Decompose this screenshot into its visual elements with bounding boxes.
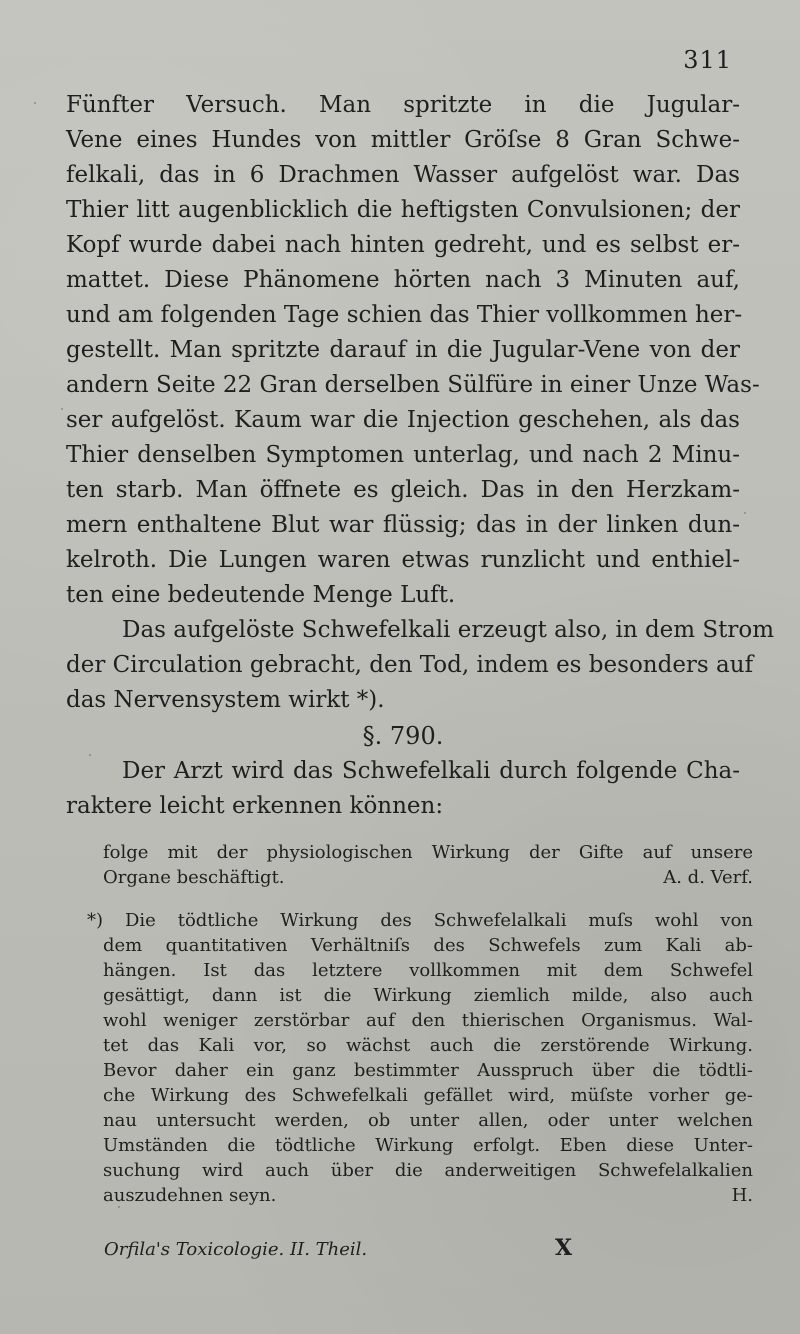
section-number: §. 790.: [362, 722, 444, 750]
main-line-2: Vene eines Hundes von mittler Gröſse 8 Gran Schwe-: [66, 127, 740, 153]
main-line-10: ser aufgelöst. Kaum war die Injection geschehen, als das: [66, 407, 740, 433]
main-line-6: mattet. Diese Phänomene hörten nach 3 Minuten auf,: [66, 267, 740, 293]
main-line-17: der Circulation gebracht, den Tod, indem es besonders auf: [66, 652, 754, 678]
footnote-b-line-10: Umständen die tödtliche Wirkung erfolgt. Eben diese Unter-: [103, 1135, 753, 1156]
main-line-18: das Nervensystem wirkt *).: [66, 687, 385, 713]
footnote-b-line-6: tet das Kali vor, so wächst auch die zerstörende Wirkung.: [103, 1035, 753, 1056]
footnote-b-line-11: suchung wird auch über die anderweitigen Schwefelalkalien: [103, 1160, 753, 1181]
main-line-7: und am folgenden Tage schien das Thier vollkommen her-: [66, 302, 743, 328]
footnote-b-line-7: Bevor daher ein ganz bestimmter Ausspruch über die tödtli-: [103, 1060, 753, 1081]
paper-speck: [61, 408, 63, 410]
main-line-14: kelroth. Die Lungen waren etwas runzlicht und enthiel-: [66, 547, 740, 573]
main-text: [66, 88, 775, 824]
paper-speck: [744, 512, 746, 514]
main-line-9: andern Seite 22 Gran derselben Sülfüre in einer Unze Was-: [66, 372, 760, 398]
footnote-b-line-2: dem quantitativen Verhältniſs des Schwefels zum Kali ab-: [103, 935, 753, 956]
main-line-12: ten starb. Man öffnete es gleich. Das in den Herzkam-: [66, 477, 740, 503]
footnote-b-last-text: auszudehnen seyn.: [103, 1185, 277, 1206]
footnote-a-line-2: [103, 865, 753, 890]
footnote-b-line-5: wohl weniger zerstörbar auf den thierischen Organismus. Wal-: [103, 1010, 753, 1031]
main-line-15: ten eine bedeutende Menge Luft.: [66, 582, 456, 608]
footnote-a-left: Organe beschäftigt.: [103, 867, 285, 888]
main-line-4: Thier litt augenblicklich die heftigsten Convulsionen; der: [66, 197, 740, 223]
page-number: 311: [683, 46, 732, 74]
main-line-3: felkali, das in 6 Drachmen Wasser aufgelöst war. Das: [66, 162, 740, 188]
footer-text: Orfila's Toxicologie. II. Theil.: [104, 1239, 368, 1260]
paper-speck: [34, 102, 36, 104]
main-line-8: gestellt. Man spritzte darauf in die Jugular-Vene von der: [66, 337, 740, 363]
main-line-13: mern enthaltene Blut war flüssig; das in der linken dun-: [66, 512, 740, 538]
footnote-b-line-8: che Wirkung des Schwefelkali gefället wird, müſste vorher ge-: [103, 1085, 753, 1106]
main-line-5: Kopf wurde dabei nach hinten gedreht, und es selbst er-: [66, 232, 740, 258]
main-line-21: raktere leicht erkennen können:: [66, 793, 444, 819]
footnote-a-right: A. d. Verf.: [663, 867, 753, 888]
footnote-b-line-3: hängen. Ist das letztere vollkommen mit dem Schwefel: [103, 960, 753, 981]
footnote-b-line-9: nau untersucht werden, ob unter allen, oder unter welchen: [103, 1110, 753, 1131]
signature-mark: X: [555, 1235, 573, 1261]
footnote-b-line-1: *) Die tödtliche Wirkung des Schwefelalkali muſs wohl von: [87, 910, 753, 931]
footnotes: [87, 840, 753, 1208]
main-line-20: Der Arzt wird das Schwefelkali durch folgende Cha-: [122, 758, 740, 784]
footnote-b-signature: H.: [731, 1185, 753, 1206]
main-line-16: Das aufgelöste Schwefelkali erzeugt also, in dem Strom: [122, 617, 775, 643]
footnote-b-line-4: gesättigt, dann ist die Wirkung ziemlich milde, also auch: [103, 985, 753, 1006]
main-line-1: Fünfter Versuch. Man spritzte in die Jugular-: [66, 92, 740, 118]
footnote-b-line-12: [103, 1183, 753, 1208]
main-line-11: Thier denselben Symptomen unterlag, und nach 2 Minu-: [66, 442, 740, 468]
footnote-gap: [103, 890, 753, 908]
footnote-a-line-1: folge mit der physiologischen Wirkung der Gifte auf unsere: [103, 842, 753, 863]
